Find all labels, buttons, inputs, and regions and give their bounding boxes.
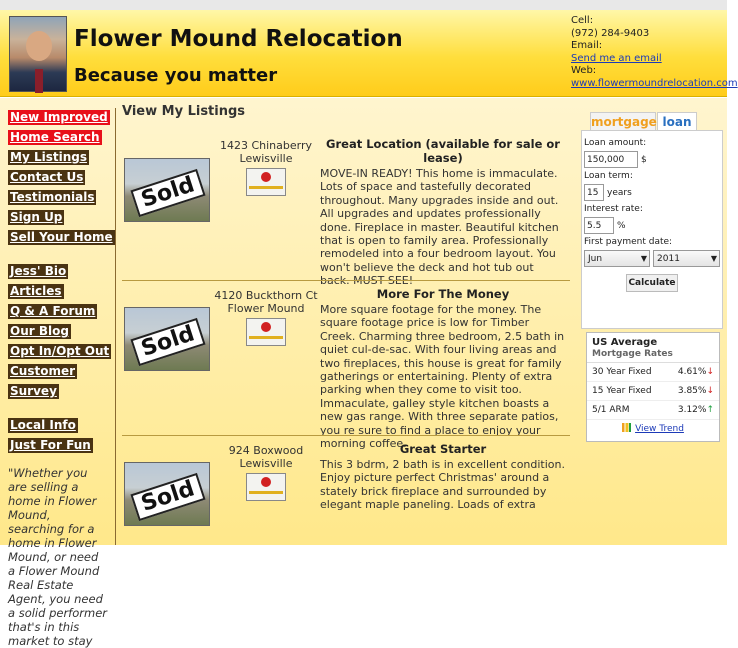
listing-description: This 3 bdrm, 2 bath is in excellent condition. Enjoy picture perfect Christmas' around a stately brick fireplace and surrounded by elegant maple paneling. Loads of extra: [320, 458, 566, 512]
email-link[interactable]: Send me an email: [571, 52, 662, 64]
map-pin-icon: [261, 322, 271, 332]
month-select[interactable]: [584, 250, 650, 267]
listing-description: MOVE-IN READY! This home is immaculate. Lots of space and tastefully decorated throughout. Many upgrades inside and out. All upgrades and updates professionally done. Fireplace in master. Beautiful kitchen that is open to family area. Professionally remodeled into a four bedroom layout. You won't believe the deck and hot tub out back. MUST SEE!: [320, 167, 559, 288]
listing-photo[interactable]: [124, 307, 210, 371]
first-payment-label: First payment date:: [584, 237, 673, 247]
listing-item: [122, 435, 570, 590]
interest-rate-input[interactable]: 5.5: [584, 217, 614, 234]
arrow-down-icon: ↓: [706, 367, 714, 377]
email-label: Email:: [571, 40, 603, 52]
sidebar-divider: [115, 108, 116, 545]
listing-text: [320, 287, 566, 450]
listings-heading: View My Listings: [122, 104, 246, 119]
year-select[interactable]: [653, 250, 720, 267]
rate-row: [587, 382, 719, 401]
nav-qa-forum[interactable]: Q & A Forum: [10, 304, 96, 318]
arrow-up-icon: ↑: [706, 405, 714, 415]
site-tagline: Because you matter: [74, 65, 278, 86]
view-trend: [587, 420, 719, 434]
nav-my-listings[interactable]: My Listings: [10, 150, 87, 164]
listing-title: Great Location (available for sale or lease): [326, 137, 560, 165]
map-icon[interactable]: [246, 318, 286, 346]
calculator-tabs: [581, 112, 723, 130]
map-road: [249, 186, 283, 189]
contact-info: [571, 15, 738, 91]
loan-calculator: [581, 112, 723, 329]
loan-term-label: Loan term:: [584, 171, 633, 181]
sold-badge: Sold: [130, 473, 205, 521]
listing-item: [122, 128, 570, 288]
site-title: Flower Mound Relocation: [74, 26, 403, 52]
listing-title: Great Starter: [399, 442, 487, 456]
nav-articles[interactable]: Articles: [10, 284, 62, 298]
sidebar-nav: [8, 106, 113, 648]
bar-chart-icon: [622, 423, 631, 432]
main-area: [0, 98, 727, 648]
site-header: [0, 10, 738, 97]
listings-content: [122, 104, 570, 590]
rate-name: 15 Year Fixed: [592, 386, 652, 396]
rate-name: 30 Year Fixed: [592, 367, 652, 377]
years-label: years: [607, 187, 632, 198]
calculate-button[interactable]: Calculate: [626, 274, 678, 292]
map-road: [249, 491, 283, 494]
listing-city: Lewisville: [239, 457, 293, 470]
arrow-down-icon: ↓: [706, 386, 714, 396]
chevron-down-icon: ▼: [710, 254, 717, 263]
listing-text: [320, 137, 566, 288]
listing-address: [214, 139, 318, 196]
interest-rate-label: Interest rate:: [584, 204, 643, 214]
loan-term-input[interactable]: 15: [584, 184, 604, 201]
agent-photo: [9, 16, 67, 92]
sidebar-quote: "Whether you are selling a home in Flower Mound, searching for a home in Flower Mound, or need a Flower Mound Real Estate Agent, you need a solid performer that's in this market to stay: [8, 466, 107, 648]
rates-header: [587, 333, 719, 363]
top-strip: [0, 0, 727, 10]
cell-label: Cell:: [571, 15, 594, 26]
percent-symbol: %: [617, 220, 626, 231]
nav-gap: [8, 246, 108, 260]
tab-mortgage[interactable]: mortgage: [590, 112, 656, 131]
nav-opt-in-out[interactable]: Opt In/Opt Out: [10, 344, 110, 358]
mortgage-rates-widget: [586, 332, 720, 442]
listing-photo[interactable]: [124, 158, 210, 222]
listing-street: 4120 Buckthorn Ct: [214, 289, 318, 302]
listing-city: Lewisville: [239, 152, 293, 165]
listing-street: 924 Boxwood: [228, 444, 304, 457]
nav-sign-up[interactable]: Sign Up: [10, 210, 63, 224]
rates-title: US Average: [592, 337, 658, 348]
map-pin-icon: [261, 172, 271, 182]
map-icon[interactable]: [246, 168, 286, 196]
listing-city: Flower Mound: [227, 302, 305, 315]
nav-survey[interactable]: Survey: [10, 384, 57, 398]
year-value: 2011: [657, 254, 680, 264]
map-pin-icon: [261, 477, 271, 487]
rate-name: 5/1 ARM: [592, 405, 630, 415]
listing-photo[interactable]: [124, 462, 210, 526]
currency-symbol: $: [641, 154, 647, 165]
nav-gap: [8, 400, 108, 414]
loan-amount-input[interactable]: 150,000: [584, 151, 638, 168]
map-road: [249, 336, 283, 339]
nav-new-improved[interactable]: New Improved: [10, 110, 108, 124]
rate-row: [587, 401, 719, 420]
nav-our-blog[interactable]: Our Blog: [10, 324, 69, 338]
listing-address: [214, 444, 318, 501]
nav-just-for-fun[interactable]: Just For Fun: [10, 438, 91, 452]
nav-jess-bio[interactable]: Jess' Bio: [10, 264, 67, 278]
chevron-down-icon: ▼: [640, 254, 648, 263]
view-trend-link[interactable]: View Trend: [635, 424, 684, 434]
map-icon[interactable]: [246, 473, 286, 501]
loan-amount-label: Loan amount:: [584, 138, 647, 148]
calculator-body: [581, 130, 723, 329]
nav-customer[interactable]: Customer: [10, 364, 76, 378]
cell-number: (972) 284-9403: [571, 27, 650, 39]
website-link[interactable]: www.flowermoundrelocation.com: [571, 77, 738, 89]
agent-face: [26, 31, 52, 61]
agent-tie: [35, 69, 43, 93]
nav-home-search[interactable]: Home Search: [10, 130, 100, 144]
rate-row: [587, 363, 719, 382]
tab-loan[interactable]: loan: [657, 112, 697, 131]
nav-testimonials[interactable]: Testimonials: [10, 190, 95, 204]
listing-address: [214, 289, 318, 346]
listing-text: [320, 442, 566, 512]
listing-description: More square footage for the money. The square footage price is low for Timber Creek. Charming three bedroom, 2.5 bath in quiet cul-de-sac. With four living areas and two fireplaces, this house is great for family gatherings or entertaining. Plenty of extra parking when they come to visit too. Immaculate, galley style kitchen boasts a new gas range. With three separate patios, you re sure to find a place to enjoy your morning coffee.: [320, 303, 565, 451]
nav-local-info[interactable]: Local Info: [10, 418, 76, 432]
listing-street: 1423 Chinaberry: [219, 139, 313, 152]
rate-value: 3.85%: [677, 386, 707, 396]
sold-badge: Sold: [130, 169, 205, 217]
rates-subtitle: Mortgage Rates: [592, 349, 673, 359]
rate-value: 3.12%: [677, 405, 707, 415]
listing-title: More For The Money: [376, 287, 510, 301]
web-label: Web:: [571, 65, 597, 77]
nav-contact-us[interactable]: Contact Us: [10, 170, 84, 184]
nav-sell-your-home[interactable]: Sell Your Home: [10, 230, 113, 244]
sold-badge: Sold: [130, 318, 205, 366]
rate-value: 4.61%: [677, 367, 707, 377]
month-value: Jun: [588, 254, 603, 264]
